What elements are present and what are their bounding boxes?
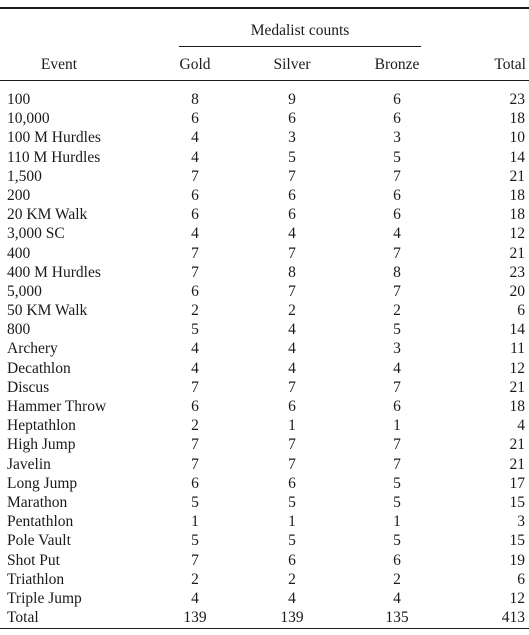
event-cell: 100	[7, 91, 31, 108]
gold-cell: 5	[191, 321, 199, 339]
total-cell: 6	[517, 570, 525, 588]
silver-cell: 9	[288, 91, 296, 108]
table-row	[0, 397, 529, 416]
event-cell: 400 M Hurdles	[7, 263, 101, 281]
bronze-cell: 5	[393, 532, 401, 550]
event-cell: 3,000 SC	[7, 225, 65, 243]
total-cell: 11	[510, 340, 525, 358]
total-cell: 21	[509, 455, 525, 473]
table-row	[0, 224, 529, 243]
table-row	[0, 493, 529, 512]
total-cell: 15	[509, 532, 525, 550]
gold-cell: 5	[191, 532, 199, 550]
total-cell: 23	[509, 263, 525, 281]
event-cell: Discus	[7, 378, 50, 396]
bronze-cell: 6	[393, 186, 401, 204]
silver-cell: 1	[288, 513, 296, 531]
table-body	[0, 90, 529, 627]
silver-cell: 4	[288, 340, 296, 358]
silver-cell: 7	[288, 436, 296, 454]
event-cell: Marathon	[7, 493, 68, 511]
total-cell: 12	[509, 359, 525, 377]
bottom-rule	[0, 628, 529, 629]
event-cell: 200	[7, 186, 31, 204]
column-header-gold: Gold	[179, 56, 211, 73]
silver-cell: 139	[280, 609, 304, 627]
bronze-cell: 5	[393, 493, 401, 511]
gold-cell: 6	[191, 474, 199, 492]
bronze-cell: 6	[393, 91, 401, 108]
bronze-cell: 1	[393, 513, 401, 531]
event-cell: 800	[7, 321, 31, 339]
total-cell: 18	[509, 186, 525, 204]
table-row	[0, 531, 529, 550]
bronze-cell: 7	[393, 282, 401, 300]
total-cell: 23	[509, 91, 525, 108]
bronze-cell: 2	[393, 570, 401, 588]
table-row	[0, 416, 529, 435]
total-cell: 18	[509, 110, 525, 128]
header-rule	[0, 80, 529, 81]
table-row	[0, 589, 529, 608]
total-cell: 21	[509, 436, 525, 454]
total-cell: 15	[509, 493, 525, 511]
group-header-rule	[179, 46, 421, 47]
silver-cell: 5	[288, 493, 296, 511]
bronze-cell: 5	[393, 321, 401, 339]
bronze-cell: 1	[393, 417, 401, 435]
total-cell: 18	[509, 206, 525, 224]
table-row	[0, 551, 529, 570]
table-row	[0, 301, 529, 320]
bronze-cell: 135	[385, 609, 409, 627]
table-row	[0, 244, 529, 263]
bronze-cell: 6	[393, 398, 401, 415]
table-row	[0, 320, 529, 339]
gold-cell: 2	[191, 417, 199, 435]
table-row	[0, 205, 529, 224]
gold-cell: 2	[191, 570, 199, 588]
gold-cell: 8	[191, 91, 199, 108]
event-cell: Hammer Throw	[7, 398, 107, 415]
bronze-cell: 2	[393, 302, 401, 320]
gold-cell: 7	[191, 378, 199, 396]
gold-cell: 139	[183, 609, 207, 627]
bronze-cell: 6	[393, 206, 401, 224]
event-cell: 5,000	[7, 282, 42, 300]
silver-cell: 6	[288, 398, 296, 415]
silver-cell: 7	[288, 167, 296, 185]
bronze-cell: 3	[393, 129, 401, 147]
total-cell: 19	[509, 551, 525, 569]
top-rule	[0, 7, 529, 9]
column-header-silver: Silver	[273, 56, 311, 73]
gold-cell: 2	[191, 302, 199, 320]
table-row	[0, 378, 529, 397]
gold-cell: 4	[191, 225, 199, 243]
gold-cell: 7	[191, 551, 199, 569]
total-cell: 20	[509, 282, 525, 300]
bronze-cell: 7	[393, 436, 401, 454]
bronze-cell: 7	[393, 378, 401, 396]
silver-cell: 3	[288, 129, 296, 147]
bronze-cell: 6	[393, 110, 401, 128]
silver-cell: 7	[288, 455, 296, 473]
total-cell: 14	[509, 148, 525, 166]
event-cell: 100 M Hurdles	[7, 129, 101, 147]
event-cell: Shot Put	[7, 551, 60, 569]
gold-cell: 4	[191, 340, 199, 358]
bronze-cell: 5	[393, 148, 401, 166]
bronze-cell: 4	[393, 589, 401, 607]
event-cell: Long Jump	[7, 474, 78, 492]
gold-cell: 7	[191, 455, 199, 473]
gold-cell: 4	[191, 359, 199, 377]
table-row	[0, 148, 529, 167]
bronze-cell: 7	[393, 455, 401, 473]
table-row	[0, 109, 529, 128]
table-row	[0, 282, 529, 301]
event-cell: Pentathlon	[7, 513, 74, 531]
silver-cell: 4	[288, 225, 296, 243]
total-cell: 21	[509, 244, 525, 262]
total-cell: 14	[509, 321, 525, 339]
silver-cell: 6	[288, 206, 296, 224]
gold-cell: 6	[191, 186, 199, 204]
bronze-cell: 5	[393, 474, 401, 492]
total-cell: 21	[509, 167, 525, 185]
total-cell: 6	[517, 302, 525, 320]
total-cell: 12	[509, 589, 525, 607]
gold-cell: 4	[191, 148, 199, 166]
table-row	[0, 435, 529, 454]
event-cell: High Jump	[7, 436, 76, 454]
event-cell: 50 KM Walk	[7, 302, 88, 320]
table-row	[0, 263, 529, 282]
table-row	[0, 339, 529, 358]
gold-cell: 4	[191, 129, 199, 147]
total-cell: 10	[509, 129, 525, 147]
silver-cell: 7	[288, 282, 296, 300]
group-header-medalist-counts: Medalist counts	[250, 22, 350, 39]
total-cell: 21	[509, 378, 525, 396]
gold-cell: 4	[191, 589, 199, 607]
event-cell: Pole Vault	[7, 532, 71, 550]
bronze-cell: 7	[393, 167, 401, 185]
bronze-cell: 7	[393, 244, 401, 262]
total-cell: 4	[517, 417, 525, 435]
event-cell: Archery	[7, 340, 58, 358]
silver-cell: 5	[288, 148, 296, 166]
column-header-total: Total	[494, 56, 526, 73]
table-row	[0, 90, 529, 109]
table-row	[0, 512, 529, 531]
event-cell: 20 KM Walk	[7, 206, 88, 224]
cropped-caption	[0, 0, 529, 6]
event-cell: Triathlon	[7, 570, 65, 588]
silver-cell: 4	[288, 359, 296, 377]
total-cell: 18	[509, 398, 525, 415]
table-row	[0, 128, 529, 147]
silver-cell: 7	[288, 244, 296, 262]
silver-cell: 1	[288, 417, 296, 435]
bronze-cell: 4	[393, 225, 401, 243]
event-cell: 110 M Hurdles	[7, 148, 101, 166]
silver-cell: 5	[288, 532, 296, 550]
gold-cell: 7	[191, 244, 199, 262]
table-row	[0, 167, 529, 186]
gold-cell: 1	[191, 513, 199, 531]
table-row	[0, 359, 529, 378]
silver-cell: 4	[288, 321, 296, 339]
gold-cell: 6	[191, 206, 199, 224]
column-header-event: Event	[40, 56, 78, 73]
gold-cell: 6	[191, 398, 199, 415]
gold-cell: 6	[191, 282, 199, 300]
gold-cell: 7	[191, 263, 199, 281]
event-cell: Decathlon	[7, 359, 71, 377]
event-cell: 10,000	[7, 110, 50, 128]
bronze-cell: 3	[393, 340, 401, 358]
total-cell: 413	[501, 609, 525, 627]
silver-cell: 6	[288, 186, 296, 204]
event-cell: 1,500	[7, 167, 42, 185]
gold-cell: 7	[191, 167, 199, 185]
silver-cell: 2	[288, 570, 296, 588]
silver-cell: 7	[288, 378, 296, 396]
event-cell: Total	[7, 609, 39, 627]
table-row-total	[0, 608, 529, 627]
silver-cell: 8	[288, 263, 296, 281]
total-cell: 3	[517, 513, 525, 531]
silver-cell: 2	[288, 302, 296, 320]
column-header-bronze: Bronze	[374, 56, 420, 73]
silver-cell: 6	[288, 551, 296, 569]
gold-cell: 6	[191, 110, 199, 128]
total-cell: 12	[509, 225, 525, 243]
event-cell: 400	[7, 244, 31, 262]
table-row	[0, 474, 529, 493]
gold-cell: 7	[191, 436, 199, 454]
total-cell: 17	[509, 474, 525, 492]
table-row	[0, 186, 529, 205]
event-cell: Heptathlon	[7, 417, 76, 435]
silver-cell: 6	[288, 110, 296, 128]
event-cell: Javelin	[7, 455, 51, 473]
gold-cell: 5	[191, 493, 199, 511]
silver-cell: 6	[288, 474, 296, 492]
bronze-cell: 6	[393, 551, 401, 569]
silver-cell: 4	[288, 589, 296, 607]
table-row	[0, 570, 529, 589]
bronze-cell: 4	[393, 359, 401, 377]
table-row	[0, 455, 529, 474]
event-cell: Triple Jump	[7, 589, 82, 607]
bronze-cell: 8	[393, 263, 401, 281]
